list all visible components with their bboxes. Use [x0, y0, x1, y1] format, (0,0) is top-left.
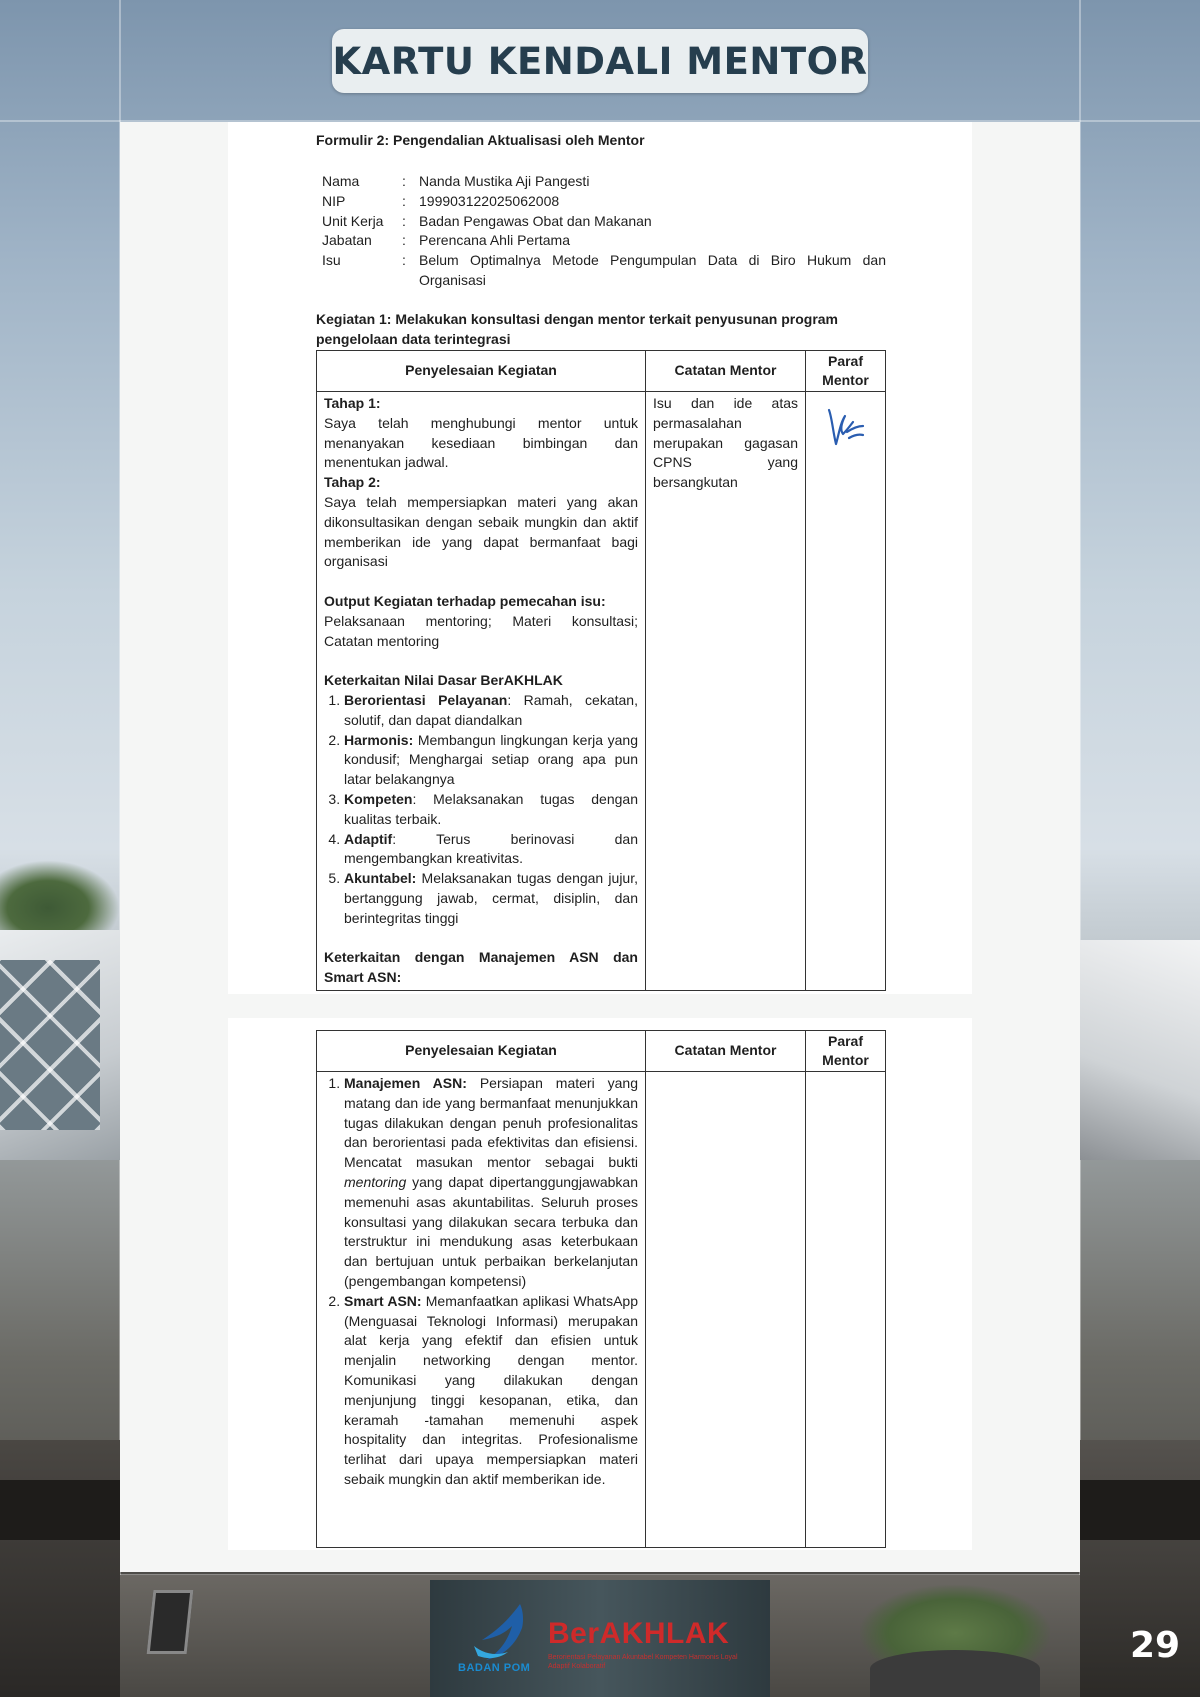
- identity-value: 199903122025062008: [419, 192, 560, 209]
- asn-italic: mentoring: [344, 1173, 407, 1190]
- asn-list: [324, 1074, 638, 1490]
- nilai-term: Harmonis:: [344, 731, 414, 748]
- page-number: 29: [1130, 1625, 1181, 1666]
- background-trees: [0, 860, 120, 940]
- header-paraf: Paraf Mentor: [806, 351, 886, 392]
- asn-text-after: yang dapat dipertanggungjawabkan memenuhi asas akuntabilitas. Seluruh proses konsultasi yang dilakukan secara terbuka dan terstruktur ini mendukung asas keterbukaan dan bertujuan untuk perbaikan berkelanjutan (pengembangan kompetensi): [344, 1173, 638, 1289]
- background-plant-pot: [870, 1650, 1040, 1697]
- identity-row-unit-kerja: [322, 212, 886, 232]
- header-catatan: Catatan Mentor: [646, 351, 806, 392]
- identity-block: [322, 172, 886, 291]
- identity-value: Badan Pengawas Obat dan Makanan: [419, 212, 652, 229]
- table-header-row: [317, 351, 886, 392]
- table-row: [317, 392, 886, 991]
- nilai-text: Melaksanakan tugas dengan jujur, bertanggung jawab, cermat, disiplin, dan berintegritas tinggi: [344, 870, 638, 926]
- list-item: [344, 1074, 638, 1292]
- list-item: [344, 830, 638, 870]
- catatan-cell: Isu dan ide atas permasalahan merupakan gagasan CPNS yang bersangkutan: [646, 392, 806, 991]
- logo-right-subtitle: Berorientasi Pelayanan Akuntabel Kompeten Harmonis Loyal Adaptif Kolaboratif: [548, 1654, 738, 1670]
- identity-row-nama: [322, 172, 886, 192]
- identity-colon: :: [402, 252, 406, 269]
- output-label: Output Kegiatan terhadap pemecahan isu:: [324, 592, 606, 609]
- identity-label: Nama: [322, 173, 360, 189]
- paraf-cell: [806, 1072, 886, 1548]
- asn-term: Manajemen ASN:: [344, 1075, 467, 1091]
- signature-wrap: [806, 392, 885, 448]
- penyelesaian-cell: [317, 1072, 646, 1548]
- spacer: [324, 572, 638, 592]
- nilai-term: Berorientasi Pelayanan: [344, 691, 508, 708]
- catatan-cell: [646, 1072, 806, 1548]
- title-banner: [332, 29, 868, 93]
- tahap2-text: Saya telah mempersiapkan materi yang akan dikonsultasikan dengan sebaik mungkin dan aktif memberikan ide yang dapat bermanfaat bagi organisasi: [324, 493, 638, 570]
- background-lamp: [147, 1590, 194, 1654]
- form-heading: Formulir 2: Pengendalian Aktualisasi oleh Mentor: [316, 132, 645, 148]
- identity-row-jabatan: [322, 231, 886, 251]
- identity-value: Nanda Mustika Aji Pangesti: [419, 173, 590, 189]
- nilai-list: [324, 691, 638, 929]
- header-penyelesaian: Penyelesaian Kegiatan: [317, 1031, 646, 1072]
- page-title: KARTU KENDALI MENTOR: [332, 39, 868, 83]
- header-penyelesaian: Penyelesaian Kegiatan: [317, 351, 646, 392]
- asn-term: Smart ASN:: [344, 1292, 422, 1309]
- background-band-right: [1080, 1480, 1200, 1540]
- nilai-term: Kompeten: [344, 790, 413, 807]
- nilai-term: Akuntabel:: [344, 870, 417, 887]
- kegiatan-heading: Kegiatan 1: Melakukan konsultasi dengan mentor terkait penyusunan program pengelolaan data terintegrasi: [316, 311, 839, 347]
- nilai-term: Adaptif: [344, 830, 393, 847]
- nilai-text: : Terus berinovasi dan mengembangkan kreativitas.: [344, 830, 638, 867]
- background-building-right: [1080, 940, 1200, 1160]
- tahap2-label: Tahap 2:: [324, 474, 381, 491]
- list-item: [344, 790, 638, 830]
- control-table-2: [316, 1030, 886, 1548]
- identity-label: NIP: [322, 192, 346, 209]
- list-item: [344, 1292, 638, 1490]
- asn-text: Persiapan materi yang matang dan ide yang bermanfaat menunjukkan tugas dilakukan dengan penuh profesionalitas dan berorientasi pada efektivitas dan efisiensi. Mencatat masukan mentor sebagai bukti: [344, 1075, 638, 1171]
- identity-label: Unit Kerja: [322, 212, 384, 229]
- identity-colon: :: [402, 173, 406, 189]
- paraf-cell: [806, 392, 886, 991]
- header-paraf: Paraf Mentor: [806, 1031, 886, 1072]
- background-window-left: [0, 960, 100, 1130]
- spacer: [324, 651, 638, 671]
- identity-row-nip: [322, 192, 886, 212]
- nilai-heading: Keterkaitan Nilai Dasar BerAKHLAK: [324, 672, 563, 689]
- identity-colon: :: [402, 232, 406, 249]
- logo-right-title: BerAKHLAK: [548, 1617, 730, 1650]
- list-item: [344, 731, 638, 790]
- tahap1-text: Saya telah menghubungi mentor untuk menanyakan kesediaan bimbingan dan menentukan jadwal.: [324, 414, 638, 471]
- penyelesaian-cell: [317, 392, 646, 991]
- list-item: [344, 691, 638, 731]
- signature-mark-icon: [823, 402, 869, 448]
- background-band-left: [0, 1480, 120, 1540]
- output-text: Pelaksanaan mentoring; Materi konsultasi; Catatan mentoring: [324, 612, 638, 649]
- nilai-text: Membangun lingkungan kerja yang kondusif; Menghargai setiap orang apa pun latar belakangnya: [344, 731, 638, 788]
- nilai-text: : Ramah, cekatan, solutif, dan dapat diandalkan: [344, 691, 638, 728]
- identity-label: Jabatan: [322, 232, 372, 249]
- tahap1-label: Tahap 1:: [324, 395, 381, 411]
- logo-left-text: BADAN POM: [458, 1662, 531, 1674]
- nilai-text: : Melaksanakan tugas dengan kualitas terbaik.: [344, 790, 638, 827]
- identity-colon: :: [402, 192, 406, 209]
- control-table-1: [316, 350, 886, 991]
- identity-row-isu: [322, 251, 886, 291]
- identity-label: Isu: [322, 252, 341, 269]
- identity-value: Perencana Ahli Pertama: [419, 232, 570, 249]
- list-item: [344, 869, 638, 928]
- spacer: [324, 929, 638, 949]
- table-row: [317, 1072, 886, 1548]
- identity-colon: :: [402, 212, 406, 229]
- asn-heading: Keterkaitan dengan Manajemen ASN dan Smart ASN:: [324, 949, 638, 986]
- table-header-row: [317, 1031, 886, 1072]
- identity-value: Belum Optimalnya Metode Pengumpulan Data di Biro Hukum dan Organisasi: [419, 252, 886, 288]
- asn-text: Memanfaatkan aplikasi WhatsApp (Menguasai Teknologi Informasi) merupakan alat kerja yang efektif dan efisien untuk menjalin networking dengan mentor. Komunikasi yang dilakukan dengan menjunjung tinggi kesopanan, etika, dan keramah -tamahan memenuhi aspek hospitality dan integritas. Profesionalisme terlihat dari upaya mempersiapkan materi sebaik mungkin dan aktif memberikan ide.: [344, 1292, 638, 1487]
- background-wall-left: [0, 1440, 120, 1697]
- header-catatan: Catatan Mentor: [646, 1031, 806, 1072]
